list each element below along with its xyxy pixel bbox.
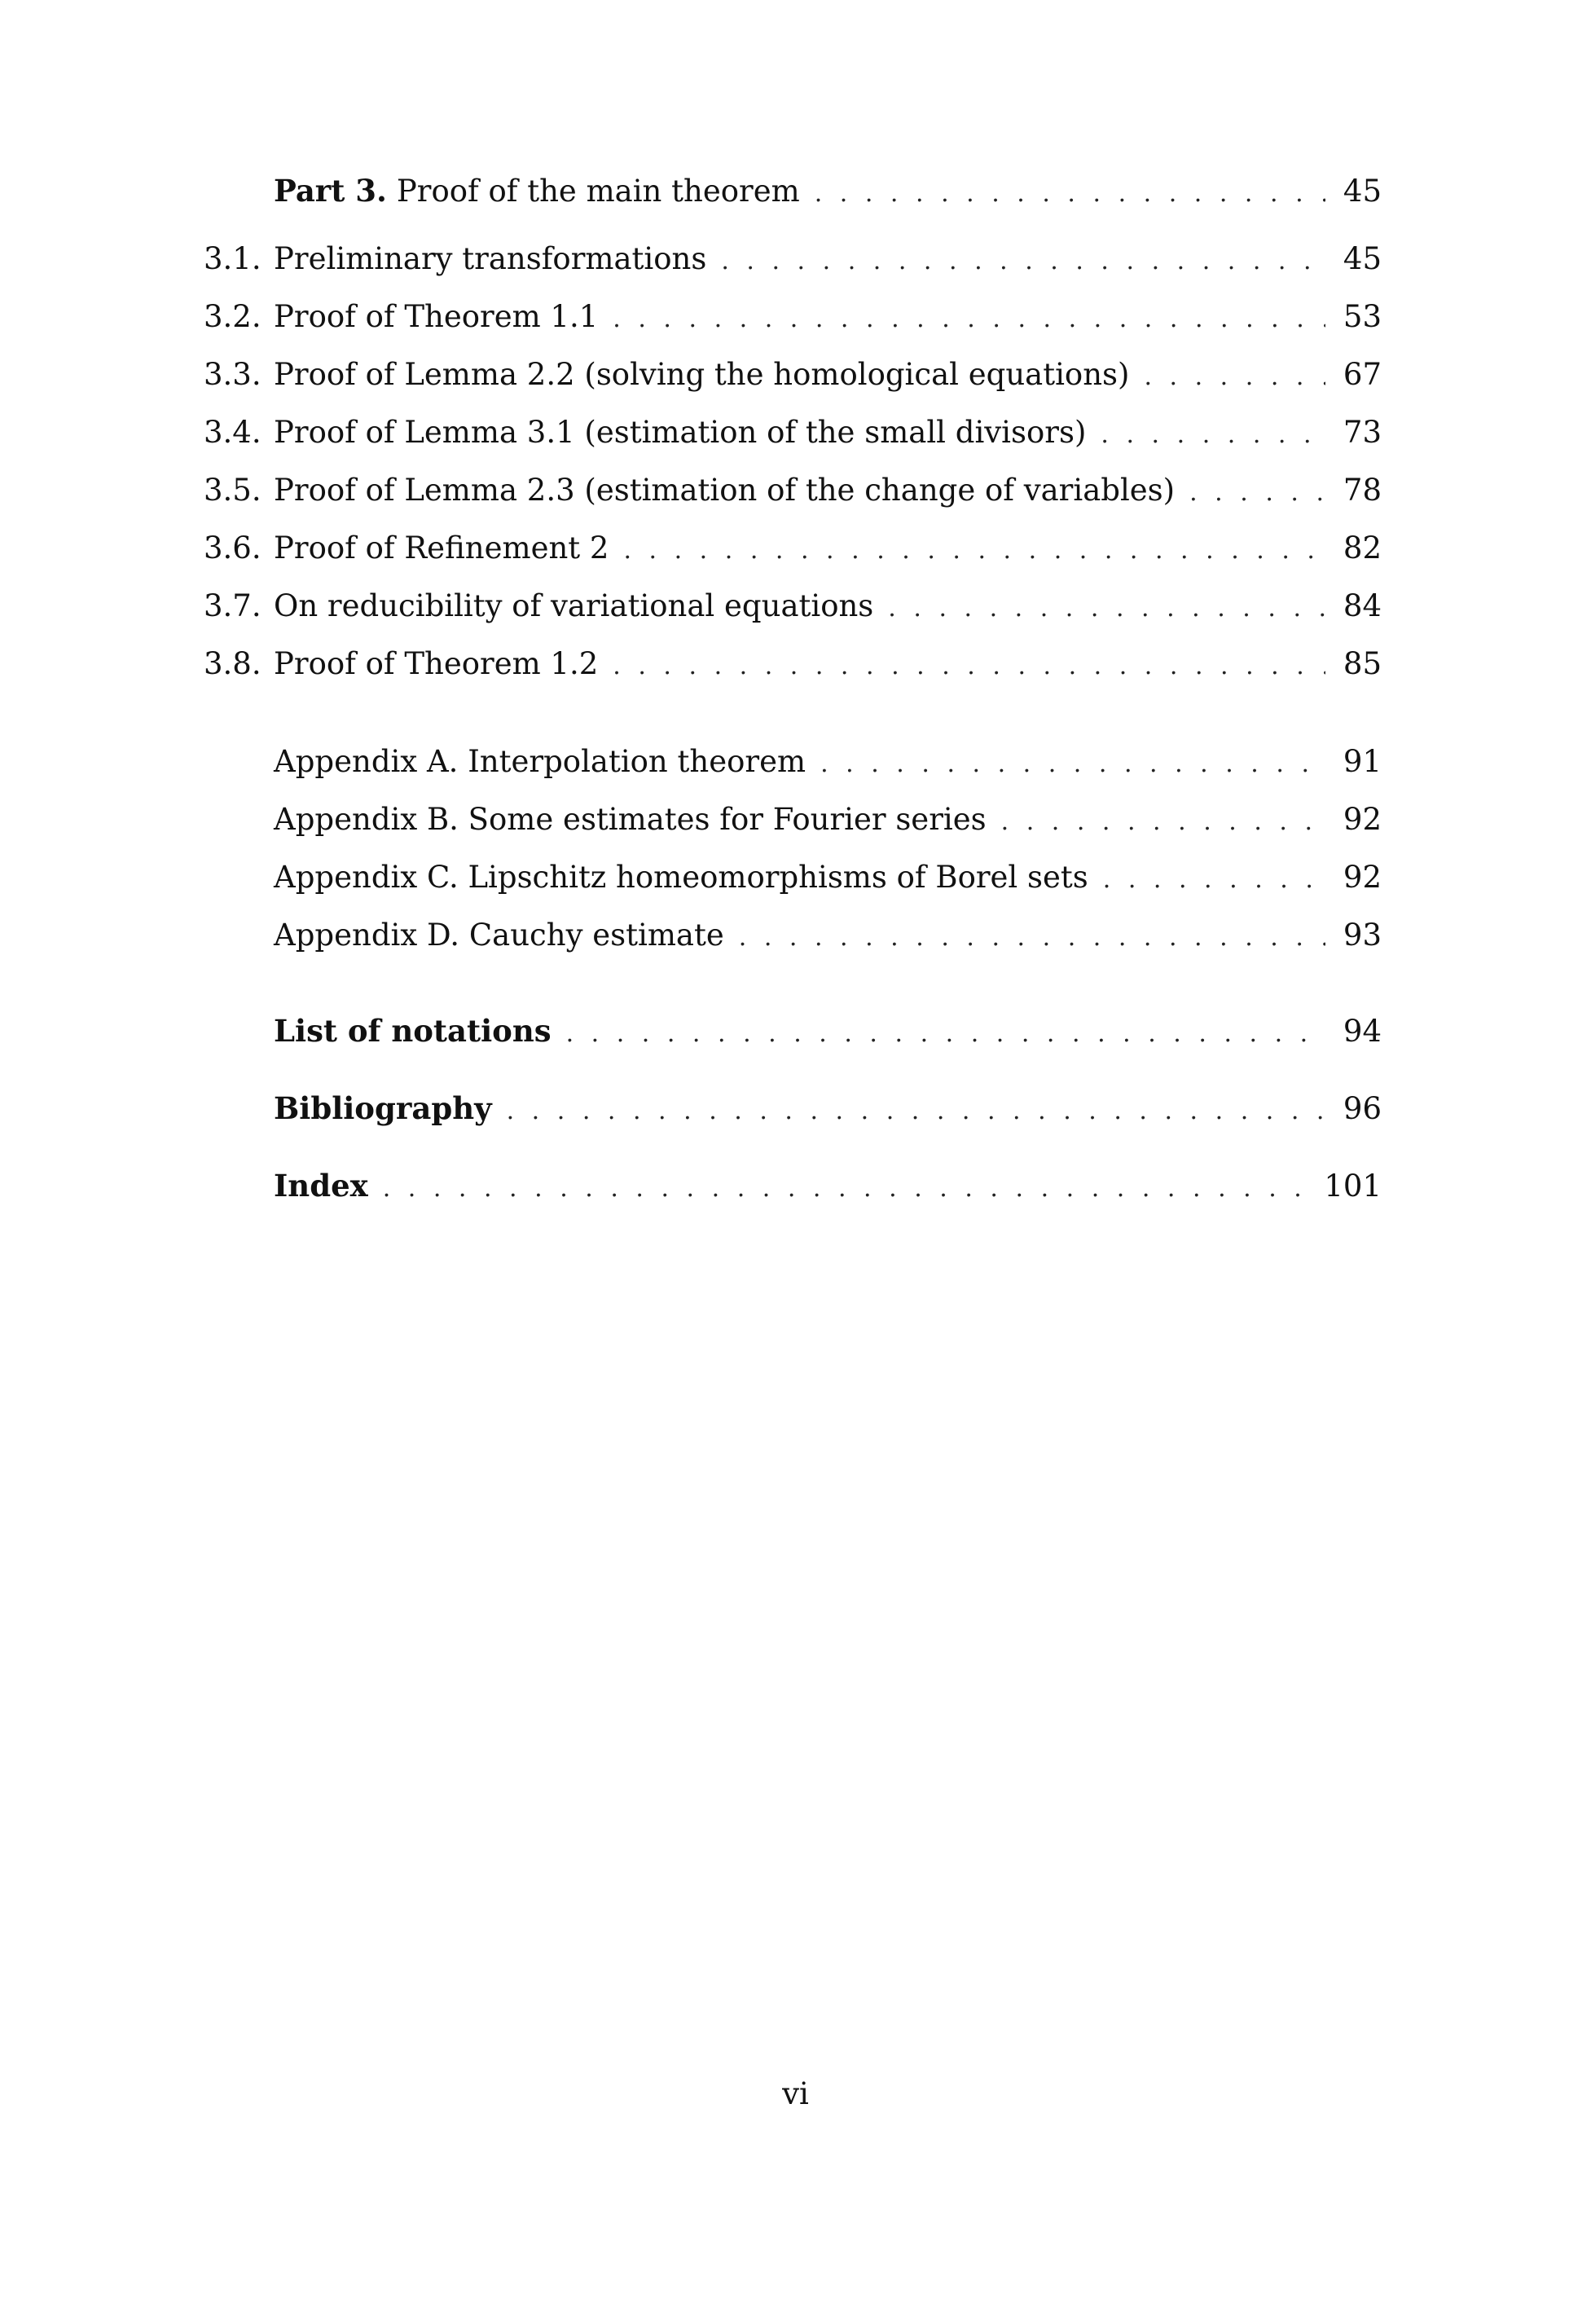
page-ref: 96 — [1343, 1091, 1382, 1126]
toc-appendix[interactable] — [274, 860, 1382, 898]
section-title: Proof of Lemma 2.2 (solving the homological equations) — [274, 357, 1130, 392]
section-title: Proof of Refinement 2 — [274, 530, 609, 566]
dot-leader — [1001, 804, 1325, 840]
section-title: Proof of Lemma 2.3 (estimation of the change of variables) — [274, 473, 1176, 508]
part-label: Part 3. — [274, 173, 387, 209]
section-number: 3.4. — [204, 415, 262, 450]
page-number: vi — [782, 2076, 809, 2111]
section-number: 3.6. — [204, 530, 262, 566]
section-number: 3.7. — [204, 588, 262, 623]
dot-leader — [383, 1171, 1307, 1207]
page-ref: 94 — [1343, 1014, 1382, 1049]
dot-leader — [1189, 475, 1325, 511]
dot-leader — [613, 649, 1325, 684]
dot-leader — [1101, 417, 1325, 453]
page-ref: 82 — [1343, 530, 1382, 566]
page-ref: 67 — [1343, 357, 1382, 392]
section-number: 3.8. — [204, 646, 262, 681]
page-ref: 53 — [1343, 299, 1382, 334]
page-ref: 92 — [1343, 860, 1382, 895]
section-number: 3.5. — [204, 473, 262, 508]
toc-section[interactable] — [204, 588, 1382, 627]
section-title: Proof of Lemma 3.1 (estimation of the small divisors) — [274, 415, 1087, 450]
page-ref: 101 — [1324, 1169, 1382, 1204]
dot-leader — [739, 920, 1325, 956]
page-ref: 45 — [1343, 241, 1382, 276]
page-ref: 85 — [1343, 646, 1382, 681]
toc-appendix[interactable] — [274, 744, 1382, 782]
appendix-title: Appendix B. Some estimates for Fourier series — [274, 802, 987, 837]
dot-leader — [613, 302, 1325, 337]
page-ref: 92 — [1343, 802, 1382, 837]
page-ref: 91 — [1343, 744, 1382, 779]
toc-section[interactable] — [204, 357, 1382, 395]
dot-leader — [1103, 862, 1325, 898]
section-title: On reducibility of variational equations — [274, 588, 874, 623]
toc-section[interactable] — [204, 473, 1382, 511]
dot-leader — [721, 244, 1325, 279]
toc-appendix[interactable] — [274, 802, 1382, 840]
back-matter-title: List of notations — [274, 1013, 552, 1049]
appendix-title: Appendix C. Lipschitz homeomorphisms of Borel sets — [274, 860, 1088, 895]
toc-section[interactable] — [204, 530, 1382, 569]
toc-section[interactable] — [204, 299, 1382, 337]
section-number: 3.2. — [204, 299, 262, 334]
toc-back-matter[interactable] — [274, 1090, 1382, 1129]
toc-part-heading[interactable] — [274, 173, 1382, 212]
page-ref: 93 — [1343, 918, 1382, 953]
back-matter-title: Index — [274, 1168, 368, 1204]
dot-leader — [820, 746, 1325, 782]
part-title: Proof of the main theorem — [396, 174, 800, 209]
page-ref: 73 — [1343, 415, 1382, 450]
dot-leader — [566, 1016, 1325, 1052]
appendix-title: Appendix D. Cauchy estimate — [274, 918, 724, 953]
dot-leader — [623, 533, 1325, 569]
toc-back-matter[interactable] — [274, 1013, 1382, 1052]
page-ref: 45 — [1343, 174, 1382, 209]
appendix-title: Appendix A. Interpolation theorem — [274, 744, 806, 779]
toc-section[interactable] — [204, 646, 1382, 684]
section-title: Proof of Theorem 1.2 — [274, 646, 599, 681]
section-title: Proof of Theorem 1.1 — [274, 299, 599, 334]
toc-appendix[interactable] — [274, 918, 1382, 956]
toc-section[interactable] — [204, 241, 1382, 279]
back-matter-title: Bibliography — [274, 1090, 492, 1126]
page-ref: 84 — [1343, 588, 1382, 623]
section-title: Preliminary transformations — [274, 241, 707, 276]
toc-section[interactable] — [204, 415, 1382, 453]
section-number: 3.1. — [204, 241, 262, 276]
page-ref: 78 — [1343, 473, 1382, 508]
dot-leader — [888, 591, 1325, 627]
toc-back-matter[interactable] — [274, 1168, 1382, 1207]
dot-leader — [507, 1094, 1325, 1129]
section-number: 3.3. — [204, 357, 262, 392]
dot-leader — [1144, 359, 1325, 395]
dot-leader — [815, 176, 1325, 212]
